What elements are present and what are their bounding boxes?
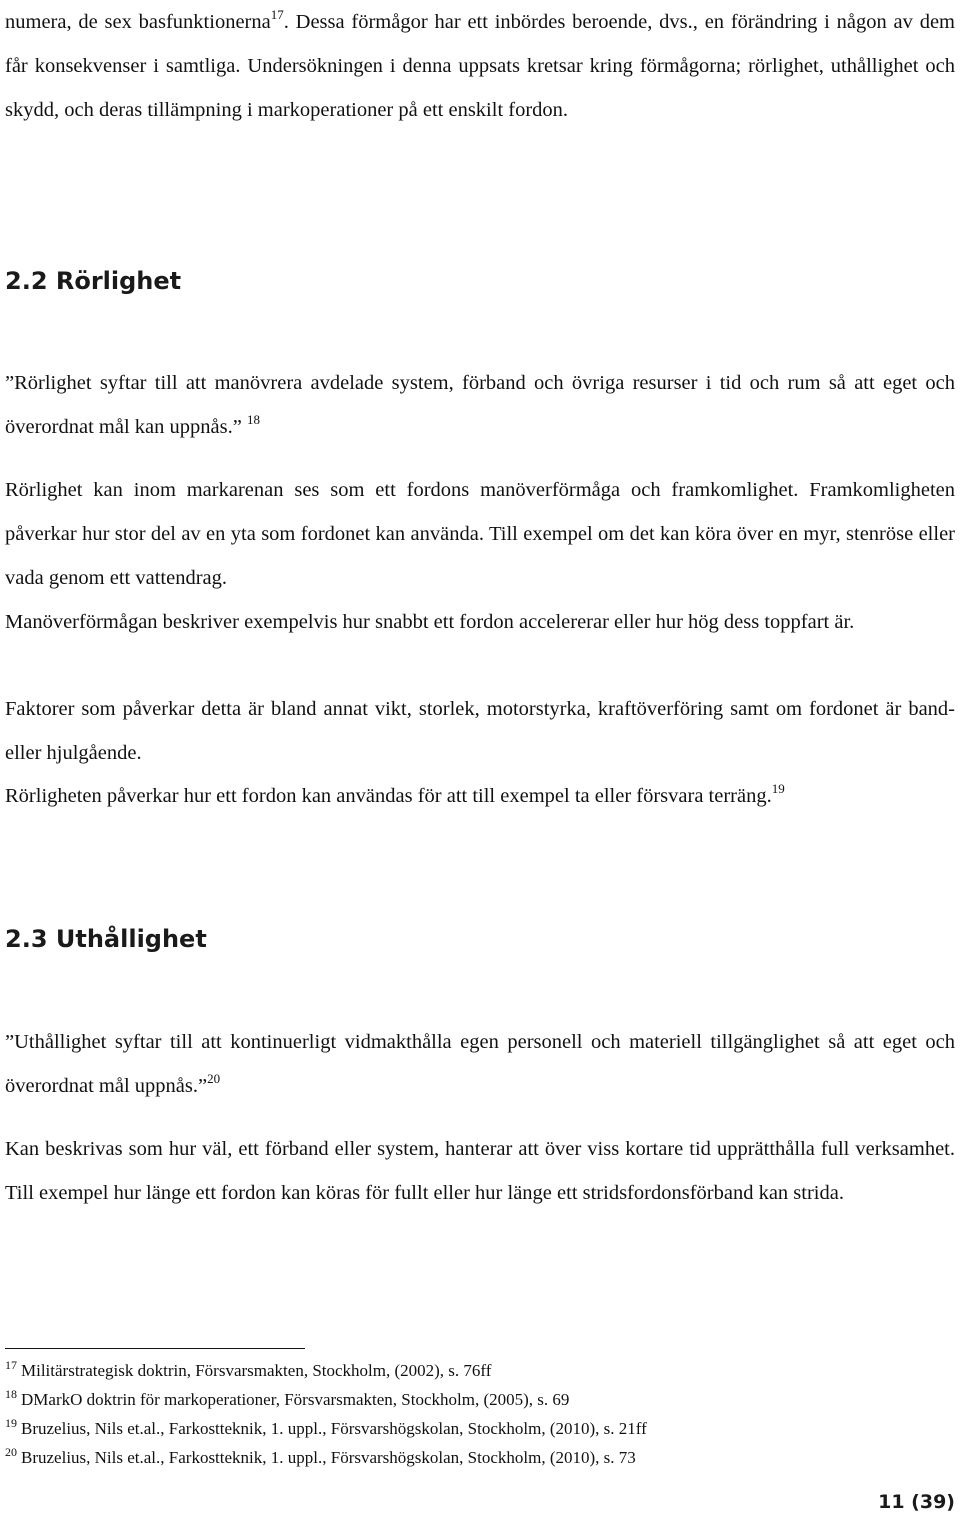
paragraph-rorlighet-4 xyxy=(5,774,955,818)
footnote-20 xyxy=(5,1443,955,1472)
intro-text: numera, de sex basfunktionerna xyxy=(5,11,271,33)
quote-rorlighet-text: ”Rörlighet syftar till att manövrera avdelade system, förband och övriga resurser i tid och rum så att eget och överordnat mål kan uppnås.” xyxy=(5,372,955,438)
quote-uthallighet xyxy=(5,1020,955,1108)
footnote-separator xyxy=(5,1348,305,1349)
quote-rorlighet xyxy=(5,361,955,449)
footnote-ref-18[interactable]: 18 xyxy=(246,412,260,427)
footnote-text: DMarkO doktrin för markoperationer, Försvarsmakten, Stockholm, (2005), s. 69 xyxy=(21,1390,570,1409)
footnote-19 xyxy=(5,1414,955,1443)
footnote-text: Bruzelius, Nils et.al., Farkostteknik, 1. uppl., Försvarshögskolan, Stockholm, (2010), s. 73 xyxy=(21,1448,636,1467)
intro-text-continued: . Dessa förmågor har ett inbördes beroende, dvs., en förändring i någon av dem får konsekvenser i samtliga. Undersökningen i denna uppsats kretsar kring förmågorna; rörlighet, uthållighet och skydd, och deras tillämpning i markoperationer på ett enskilt fordon. xyxy=(5,11,955,121)
paragraph-rorlighet-3: Faktorer som påverkar detta är bland annat vikt, storlek, motorstyrka, kraftöverföring samt om fordonet är band- eller hjulgående. xyxy=(5,698,955,764)
section-heading-uthallighet: 2.3 Uthållighet xyxy=(5,925,207,953)
footnotes xyxy=(5,1356,955,1472)
footnote-text: Bruzelius, Nils et.al., Farkostteknik, 1. uppl., Försvarshögskolan, Stockholm, (2010), s. 21ff xyxy=(21,1419,647,1438)
footnote-ref-20[interactable]: 20 xyxy=(207,1071,221,1086)
footnote-number: 20 xyxy=(5,1445,17,1459)
paragraph-rorlighet-1: Rörlighet kan inom markarenan ses som ett fordons manöverförmåga och framkomlighet. Framkomligheten påverkar hur stor del av en yta som fordonet kan använda. Till exempel om det kan köra över en myr, stenröse eller vada genom ett vattendrag. xyxy=(5,479,955,589)
paragraph-rorlighet-4-text: Rörligheten påverkar hur ett fordon kan användas för att till exempel ta eller försvara terräng. xyxy=(5,785,772,807)
paragraph-rorlighet-2: Manöverförmågan beskriver exempelvis hur snabbt ett fordon accelererar eller hur hög dess toppfart är. xyxy=(5,611,855,633)
paragraph-uthallighet: Kan beskrivas som hur väl, ett förband eller system, hanterar att över viss kortare tid upprätthålla full verksamhet. Till exempel hur länge ett fordon kan köras för fullt eller hur länge ett stridsfordonsförband kan strida. xyxy=(5,1138,955,1204)
page-number: 11 (39) xyxy=(878,1491,955,1513)
footnote-number: 17 xyxy=(5,1358,17,1372)
footnote-18 xyxy=(5,1385,955,1414)
footnote-ref-17[interactable]: 17 xyxy=(270,7,284,22)
quote-uthallighet-text: ”Uthållighet syftar till att kontinuerligt vidmakthålla egen personell och materiell tillgänglighet så att eget och överordnat mål uppnås.” xyxy=(5,1031,955,1097)
intro-paragraph xyxy=(5,0,955,132)
footnote-ref-19[interactable]: 19 xyxy=(771,781,785,796)
section-heading-rorlighet: 2.2 Rörlighet xyxy=(5,267,182,295)
footnote-text: Militärstrategisk doktrin, Försvarsmakten, Stockholm, (2002), s. 76ff xyxy=(21,1361,492,1380)
footnote-number: 19 xyxy=(5,1416,17,1430)
footnote-17 xyxy=(5,1356,955,1385)
footnote-number: 18 xyxy=(5,1387,17,1401)
